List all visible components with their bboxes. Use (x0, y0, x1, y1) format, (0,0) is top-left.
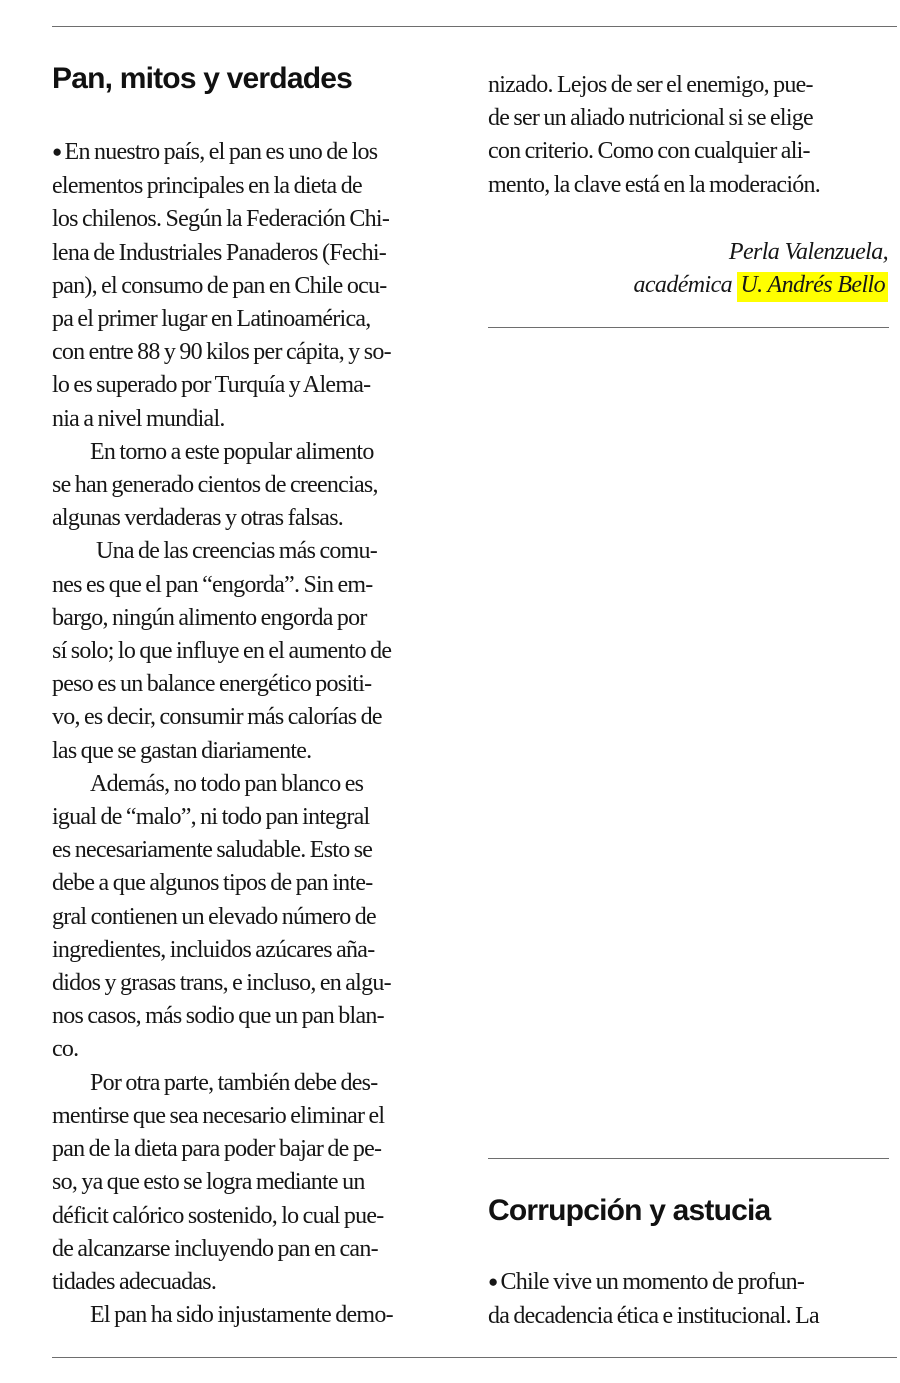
text-line (52, 569, 452, 602)
text-line (52, 502, 452, 535)
text-line (52, 602, 452, 635)
line-text: igual de “malo”, ni todo pan integral (52, 804, 370, 831)
line-text: elementos principales en la dieta de (52, 173, 362, 200)
line-text: de ser un aliado nutricional si se elige (488, 105, 813, 132)
text-line (52, 967, 452, 1000)
text-line (52, 369, 452, 402)
line-text: lo es superado por Turquía y Alema- (52, 372, 371, 399)
text-line (52, 668, 452, 701)
line-text: de alcanzarse incluyendo pan en can- (52, 1235, 378, 1262)
top-rule (52, 26, 897, 27)
text-line (488, 102, 888, 135)
text-line (52, 768, 452, 801)
article-headline: Pan, mitos y verdades (52, 62, 353, 95)
bottom-rule (52, 1357, 897, 1358)
section-divider (488, 327, 889, 328)
line-text: con criterio. Como con cualquier ali- (488, 138, 810, 165)
text-line (52, 735, 452, 768)
line-text: nia a nivel mundial. (52, 405, 225, 432)
text-line (52, 635, 452, 668)
line-text: debe a que algunos tipos de pan inte- (52, 870, 373, 897)
line-text: mentirse que sea necesario eliminar el (52, 1102, 385, 1129)
line-text: El pan ha sido injustamente demo- (90, 1302, 393, 1329)
text-line (52, 1033, 452, 1066)
line-text: los chilenos. Según la Federación Chi- (52, 206, 390, 233)
text-line (52, 270, 452, 303)
text-line (52, 801, 452, 834)
text-line (52, 535, 452, 568)
line-text: las que se gastan diariamente. (52, 737, 312, 764)
line-text: En torno a este popular alimento (90, 438, 374, 465)
text-line (52, 1133, 452, 1166)
text-line (52, 403, 452, 436)
text-line (52, 934, 452, 967)
line-text: Chile vive un momento de profun- (500, 1269, 805, 1295)
line-text: pan), el consumo de pan en Chile ocu- (52, 272, 387, 299)
text-line (52, 1100, 452, 1133)
highlighted-institution: U. Andrés Bello (737, 272, 888, 302)
line-text: nes es que el pan “engorda”. Sin em- (52, 571, 373, 598)
line-text: gral contienen un elevado número de (52, 903, 376, 930)
author-role: académica (633, 272, 738, 298)
section-divider (488, 1158, 889, 1159)
line-text: algunas verdaderas y otras falsas. (52, 505, 344, 532)
text-line (52, 469, 452, 502)
line-text: mento, la clave está en la moderación. (488, 171, 821, 198)
line-text: se han generado cientos de creencias, (52, 472, 378, 499)
line-text: da decadencia ética e institucional. La (488, 1303, 819, 1330)
text-line (52, 1266, 452, 1299)
text-line (52, 834, 452, 867)
text-line (52, 170, 452, 203)
line-text: Por otra parte, también debe des- (90, 1069, 378, 1096)
line-text: sí solo; lo que influye en el aumento de (52, 638, 392, 665)
line-text: lena de Industriales Panaderos (Fechi- (52, 239, 387, 266)
bullet-icon: ● (52, 142, 62, 161)
line-text: nos casos, más sodio que un pan blan- (52, 1003, 384, 1030)
line-text: tidades adecuadas. (52, 1268, 217, 1295)
bullet-icon: ● (488, 1272, 498, 1291)
text-line (52, 901, 452, 934)
text-line (488, 135, 888, 168)
text-line (488, 169, 888, 202)
line-text: pa el primer lugar en Latinoamérica, (52, 306, 371, 333)
text-line (488, 1300, 888, 1333)
text-line (52, 1000, 452, 1033)
text-line (52, 203, 452, 236)
line-text: es necesariamente saludable. Esto se (52, 837, 373, 864)
line-text: ingredientes, incluidos azúcares aña- (52, 936, 375, 963)
line-text: so, ya que esto se logra mediante un (52, 1169, 365, 1196)
line-text: vo, es decir, consumir más calorías de (52, 704, 382, 731)
line-text: didos y grasas trans, e incluso, en algu- (52, 970, 391, 997)
line-text: Una de las creencias más comu- (96, 538, 378, 565)
line-text: peso es un balance energético positi- (52, 671, 372, 698)
text-line (52, 237, 452, 270)
text-line (52, 436, 452, 469)
author-affiliation (488, 269, 888, 302)
text-line (52, 136, 452, 170)
text-line (52, 701, 452, 734)
line-text: nizado. Lejos de ser el enemigo, pue- (488, 72, 813, 98)
text-line (52, 1067, 452, 1100)
line-text: bargo, ningún alimento engorda por (52, 604, 367, 631)
article-headline: Corrupción y astucia (488, 1194, 771, 1227)
line-text: En nuestro país, el pan es uno de los (64, 139, 378, 165)
article-body-right-column (488, 69, 888, 202)
text-line (52, 1299, 452, 1332)
line-text: pan de la dieta para poder bajar de pe- (52, 1136, 382, 1163)
author-signature (488, 236, 888, 302)
text-line (52, 1166, 452, 1199)
text-line (52, 1233, 452, 1266)
text-line (488, 1266, 888, 1300)
text-line (52, 867, 452, 900)
text-line (52, 336, 452, 369)
text-line (488, 69, 888, 102)
article-body-left-column (52, 136, 452, 1332)
line-text: con entre 88 y 90 kilos per cápita, y so- (52, 339, 391, 366)
line-text: Además, no todo pan blanco es (90, 770, 364, 797)
author-name: Perla Valenzuela, (728, 239, 888, 265)
text-line (52, 303, 452, 336)
article-2-body (488, 1266, 888, 1333)
text-line (52, 1200, 452, 1233)
line-text: co. (52, 1036, 79, 1063)
line-text: déficit calórico sostenido, lo cual pue- (52, 1202, 384, 1229)
